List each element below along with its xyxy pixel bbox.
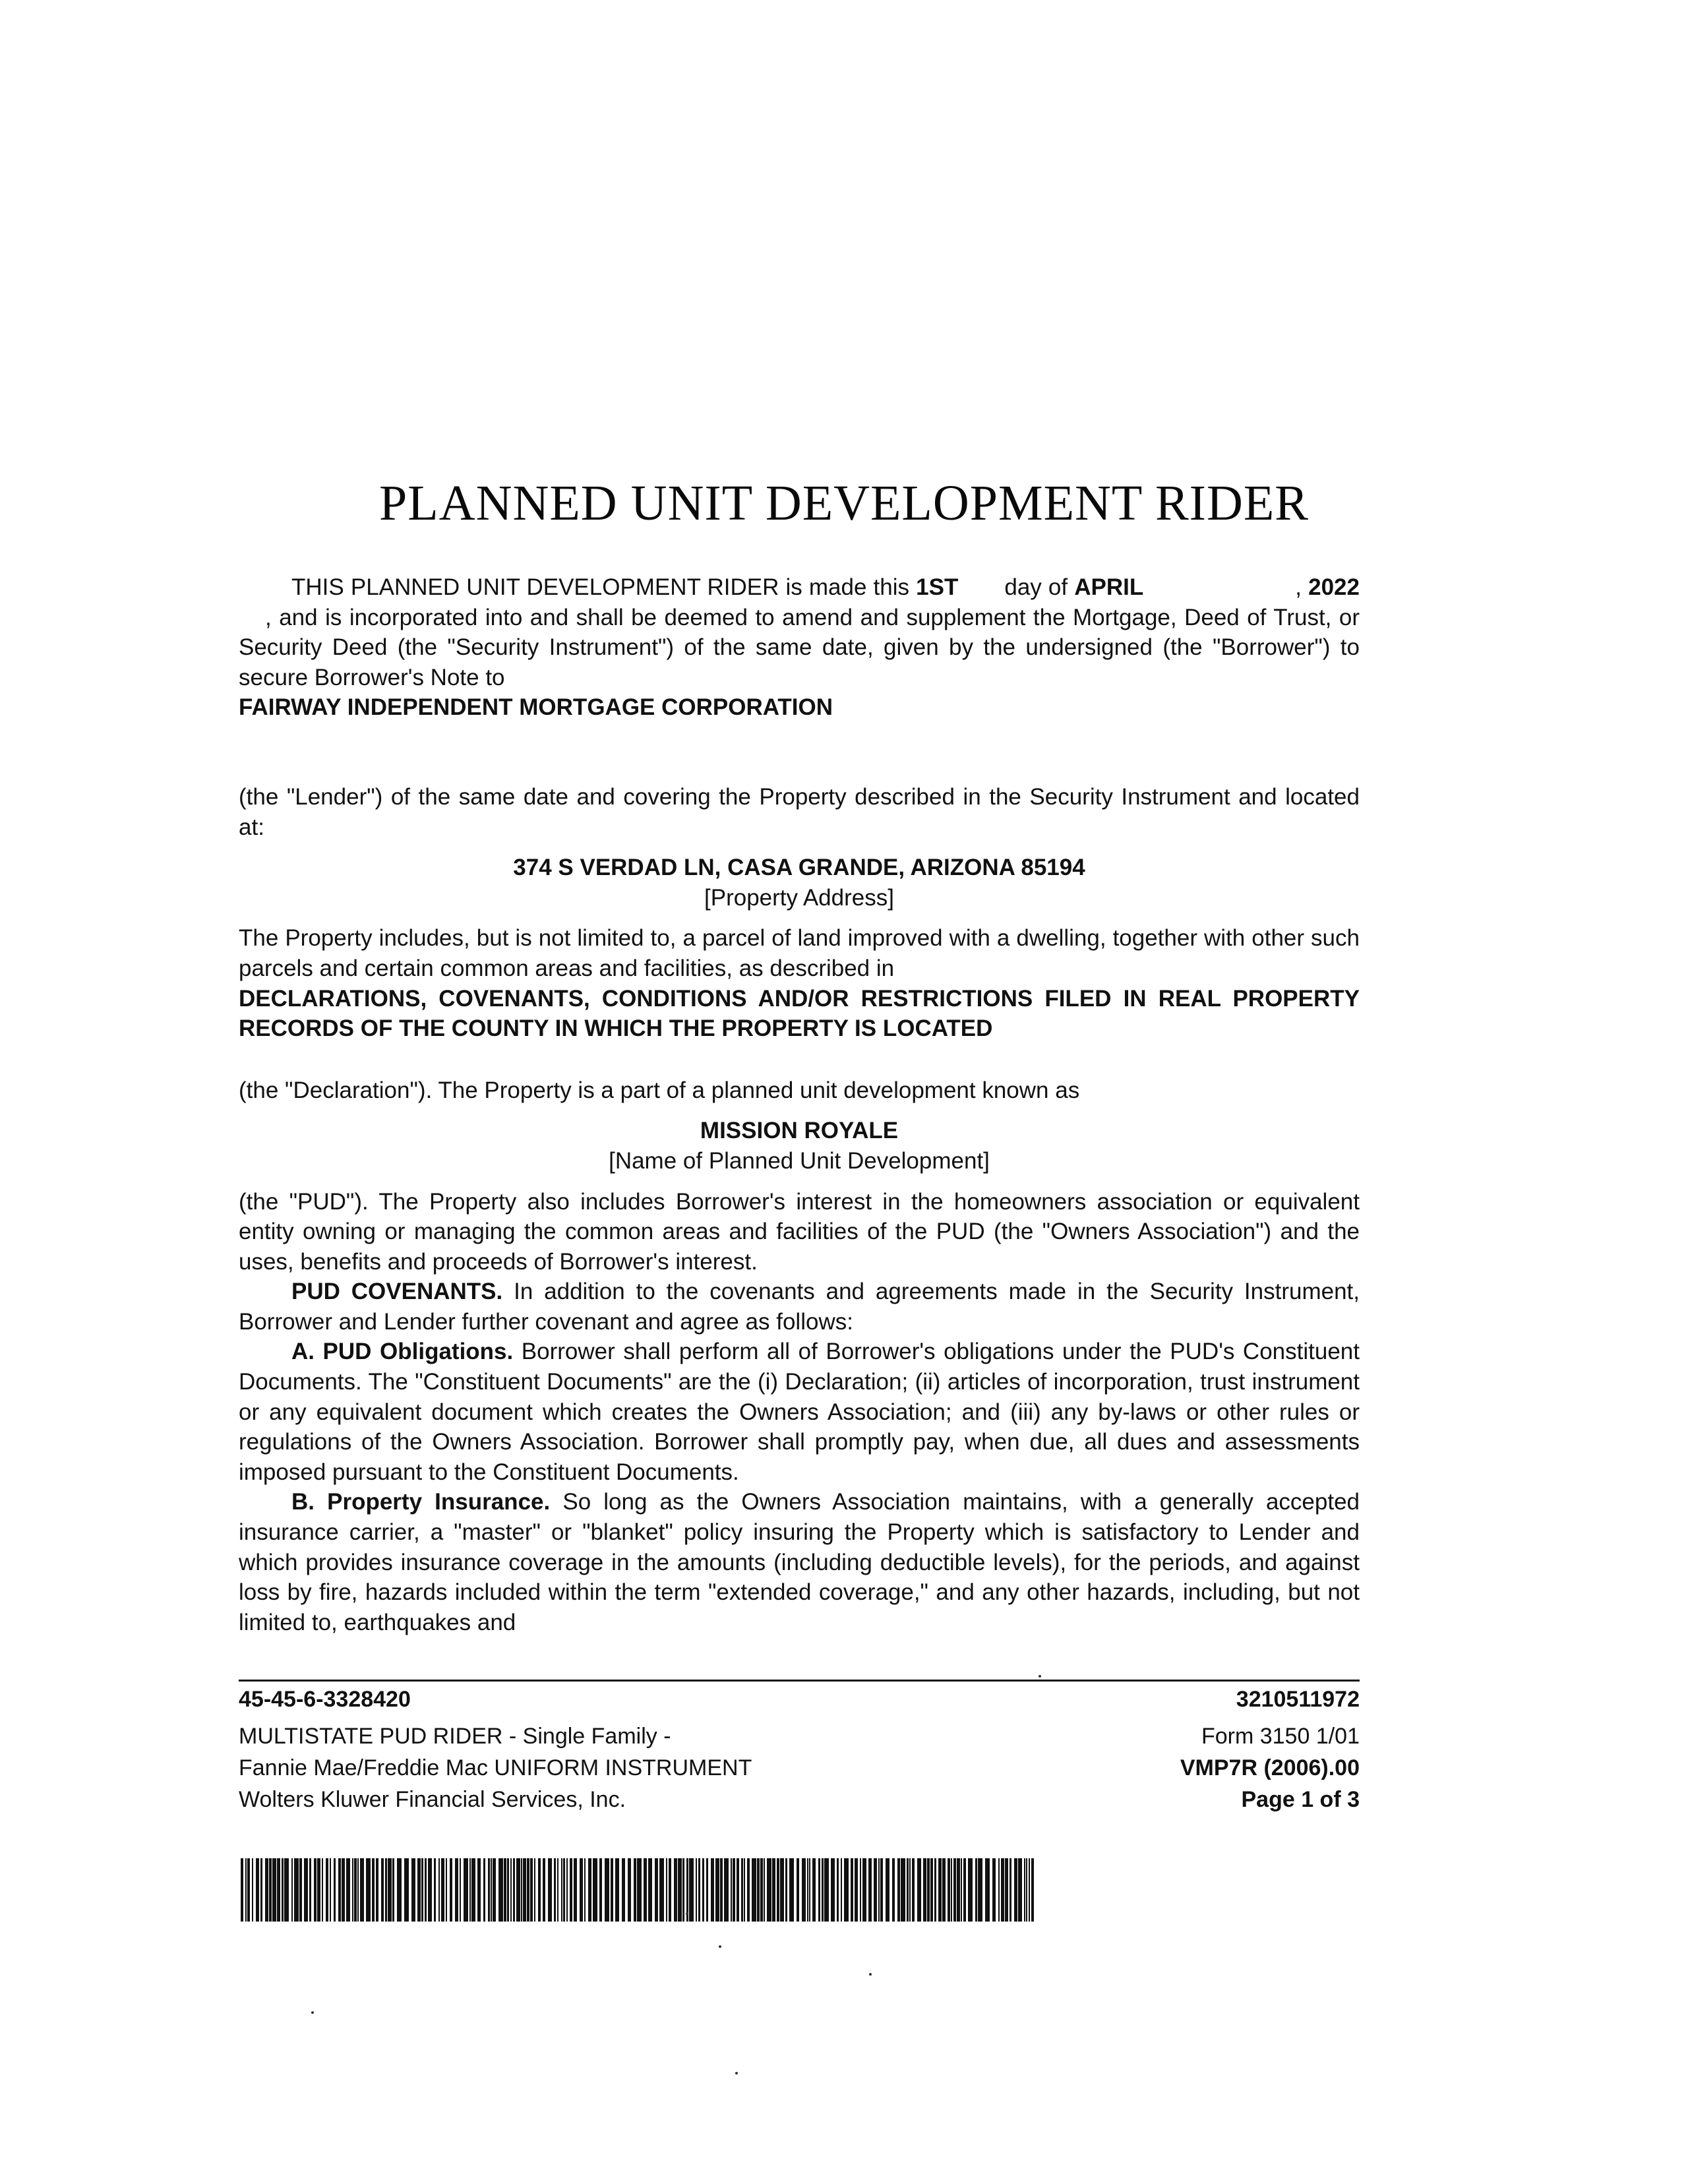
barcode-bar [951,1858,952,1922]
scan-speck [869,1973,872,1976]
barcode-bar [309,1858,311,1922]
form-description-line2: Fannie Mae/Freddie Mac UNIFORM INSTRUMENT [239,1755,752,1780]
barcode-bar [357,1858,359,1922]
document-body [239,572,1360,1637]
declaration-paragraph: (the "Declaration"). The Property is a part of a planned unit development known as [239,1077,1080,1103]
declaration-text: DECLARATIONS, COVENANTS, CONDITIONS AND/OR RESTRICTIONS FILED IN REAL PROPERTY RECORDS OF THE COUNTY IN WHICH THE PROPERTY IS LOCATED [239,985,1360,1042]
page-number: Page 1 of 3 [1241,1787,1360,1812]
barcode-bar [504,1858,506,1922]
barcode-bar [767,1858,771,1922]
barcode-bar [385,1858,387,1922]
barcode-bar [464,1858,468,1922]
barcode-bar [269,1858,272,1922]
barcode-bar [648,1858,652,1922]
barcode-bar [1010,1858,1011,1922]
barcode-bar [777,1858,779,1922]
barcode-bar [450,1858,452,1922]
barcode-bar [1014,1858,1017,1922]
barcode-bar [851,1858,853,1922]
barcode-bar [1024,1858,1025,1922]
barcode-bar [543,1858,545,1922]
barcode-bar [744,1858,745,1922]
barcode-bar [376,1858,378,1922]
barcode-bar [580,1858,583,1922]
barcode-bar [241,1858,243,1922]
barcode-bar [917,1858,921,1922]
rider-day: 1ST [916,574,959,600]
barcode-bar [737,1858,739,1922]
barcode-bar [421,1858,423,1922]
barcode-bar [516,1858,520,1922]
barcode-bar [584,1858,586,1922]
barcode-bar [411,1858,415,1922]
barcode-bar [354,1858,357,1922]
barcode-bar [256,1858,259,1922]
barcode-bar [491,1858,492,1922]
property-address-label: [Property Address] [704,884,894,911]
barcode-bar [570,1858,572,1922]
barcode-bar [711,1858,714,1922]
barcode-bar [731,1858,732,1922]
barcode-bar [715,1858,719,1922]
barcode-bar [948,1858,950,1922]
section-a-paragraph [239,1337,1360,1487]
barcode-bar [934,1858,936,1922]
barcode-bar [284,1858,289,1922]
barcode-bar [874,1858,877,1922]
barcode-bar [381,1858,384,1922]
barcode-bar [628,1858,631,1922]
intro-text: , and is incorporated into and shall be deemed to amend and supplement the Mortgage, Deed of Trust, or Security Deed (the "Security Instrument") of the same date, given by the undersigned (the "Borrower") to secure Borrower's Note to [239,604,1360,690]
barcode-bar [417,1858,421,1922]
barcode-bar [844,1858,849,1922]
barcode-bar [510,1858,512,1922]
barcode-bar [992,1858,996,1922]
covenants-paragraph [239,1277,1360,1337]
barcode-bar [837,1858,839,1922]
barcode-bar [392,1858,394,1922]
barcode-bar [483,1858,485,1922]
barcode-bar [538,1858,541,1922]
barcode-bar [897,1858,900,1922]
barcode-bar [878,1858,880,1922]
pud-name: MISSION ROYALE [700,1118,899,1144]
barcode-bar [912,1858,915,1922]
scan-speck [686,1912,688,1915]
section-b-paragraph [239,1487,1360,1637]
barcode-bar [942,1858,946,1922]
barcode-bar [291,1858,293,1922]
barcode-bar [733,1858,735,1922]
barcode-bar [724,1858,729,1922]
barcode-bar [975,1858,977,1922]
barcode-bar [764,1858,765,1922]
property-paragraph [239,923,1360,1043]
barcode-bar [807,1858,808,1922]
barcode-bar [696,1858,697,1922]
barcode-bar [886,1858,889,1922]
barcode-bar [561,1858,562,1922]
scan-speck [719,1945,721,1948]
barcode-bar [880,1858,883,1922]
barcode-bar [404,1858,409,1922]
barcode-bar [428,1858,432,1922]
barcode-bar [689,1858,694,1922]
barcode-image [241,1858,1039,1922]
covenants-text: In addition to the covenants and agreements made in the Security Instrument, Borrower and Lender further covenant and agree as follows: [239,1279,1360,1335]
barcode-bar [634,1858,636,1922]
barcode-bar [674,1858,677,1922]
barcode-bar [785,1858,787,1922]
scan-speck [1039,1675,1041,1678]
barcode-bar [521,1858,522,1922]
document-number: 3210511972 [1236,1687,1360,1712]
barcode-bar [534,1858,535,1922]
barcode-bar [901,1858,905,1922]
barcode-bar [938,1858,942,1922]
page-footer [239,1684,1360,1815]
barcode-bar [326,1858,328,1922]
barcode-bar [655,1858,658,1922]
barcode-bar [669,1858,671,1922]
barcode-bar [530,1858,533,1922]
barcode-bar [611,1858,613,1922]
barcode-bar [265,1858,268,1922]
barcode-bar [841,1858,842,1922]
form-publisher: Wolters Kluwer Financial Services, Inc. [239,1787,626,1812]
scan-speck [735,2072,738,2075]
barcode-bar [985,1858,990,1922]
barcode-bar [574,1858,577,1922]
footer-divider [239,1680,1360,1682]
barcode-bar [892,1858,895,1922]
section-a-text: Borrower shall perform all of Borrower's obligations under the PUD's Constituent Documents. The "Constituent Documents" are the (i) Declaration; (ii) articles of incorporation, trust instrument or any equivalent document which creates the Owners Association; and (iii) any by-laws or other rules or regulations of the Owners Association. Borrower shall promptly pay, when due, all dues and assessments imposed pursuant to the Constituent Documents. [239,1339,1360,1485]
barcode-bar [968,1858,973,1922]
scan-speck [311,2011,314,2014]
barcode-bar [605,1858,609,1922]
barcode-bar [360,1858,364,1922]
barcode-bar [963,1858,966,1922]
barcode-bar [346,1858,350,1922]
pud-name-label: [Name of Planned Unit Development] [609,1147,990,1174]
barcode-bar [507,1858,509,1922]
barcode-bar [455,1858,458,1922]
barcode-bar [644,1858,647,1922]
barcode-bar [588,1858,591,1922]
barcode-bar [388,1858,392,1922]
barcode-bar [961,1858,962,1922]
section-b-heading: B. Property Insurance. [291,1489,551,1515]
barcode-bar [477,1858,481,1922]
barcode-bar [460,1858,461,1922]
barcode-bar [272,1858,276,1922]
barcode-bar [513,1858,515,1922]
barcode-bar [493,1858,496,1922]
barcode-bar [342,1858,345,1922]
barcode-bar [441,1858,444,1922]
barcode-bar [252,1858,253,1922]
property-text: The Property includes, but is not limited to, a parcel of land improved with a dwelling, together with other such parcels and certain common areas and facilities, as described in [239,925,1360,981]
intro-text-a: THIS PLANNED UNIT DEVELOPMENT RIDER is made this [291,574,917,600]
barcode-bar [1005,1858,1008,1922]
barcode-bar [747,1858,750,1922]
barcode-bar [741,1858,743,1922]
section-b-text: So long as the Owners Association maintains, with a generally accepted insurance carrier, a "master" or "blanket" policy insuring the Property which is satisfactory to Lender and which provides insurance coverage in the amounts (including deductible levels), for the periods, and against loss by fire, hazards included within the term "extended coverage," and any other hazards, including, but not limited to, earthquakes and [239,1489,1360,1635]
barcode-bar [720,1858,723,1922]
barcode-bar [789,1858,794,1922]
barcode-bar [831,1858,835,1922]
barcode-bar [299,1858,302,1922]
barcode-bar [622,1858,625,1922]
barcode-bar [752,1858,756,1922]
barcode-bar [860,1858,861,1922]
barcode-bar [797,1858,799,1922]
form-number: Form 3150 1/01 [1201,1724,1360,1749]
barcode-bar [1029,1858,1030,1922]
barcode-bar [812,1858,816,1922]
barcode-bar [678,1858,682,1922]
intro-text-b: day of [1004,574,1075,600]
barcode-bar [593,1858,597,1922]
barcode-bar [1031,1858,1034,1922]
barcode-bar [1026,1858,1027,1922]
barcode-bar [488,1858,490,1922]
barcode-bar [1018,1858,1022,1922]
rider-month: APRIL [1074,574,1144,600]
pud-paragraph: (the "PUD"). The Property also includes Borrower's interest in the homeowners association or equivalent entity owning or managing the common areas and facilities of the PUD (the "Owners Association") and the uses, benefits and proceeds of Borrower's interest. [239,1188,1360,1275]
barcode-bar [397,1858,402,1922]
barcode-bar [434,1858,436,1922]
barcode-bar [523,1858,526,1922]
barcode-bar [469,1858,471,1922]
barcode-bar [527,1858,529,1922]
barcode-bar [698,1858,700,1922]
barcode-bar [615,1858,619,1922]
vmp-code: VMP7R (2006).00 [1180,1755,1360,1780]
barcode-bar [637,1858,642,1922]
barcode-bar [548,1858,552,1922]
barcode-bar [666,1858,667,1922]
barcode-bar [659,1858,664,1922]
barcode-bar [907,1858,909,1922]
barcode-bar [1001,1858,1004,1922]
barcode-bar [563,1858,565,1922]
barcode-bar [923,1858,926,1922]
barcode-bar [772,1858,775,1922]
barcode-bar [978,1858,982,1922]
barcode-bar [818,1858,820,1922]
barcode-bar [599,1858,602,1922]
barcode-bar [322,1858,323,1922]
barcode-bar [780,1858,784,1922]
barcode-bar [868,1858,872,1922]
barcode-bar [314,1858,316,1922]
barcode-bar [554,1858,556,1922]
barcode-bar [909,1858,911,1922]
covenants-heading: PUD COVENANTS. [291,1279,503,1305]
intro-comma: , [1295,574,1302,600]
lender-name: FAIRWAY INDEPENDENT MORTGAGE CORPORATION [239,694,833,721]
barcode-bar [372,1858,375,1922]
barcode-bar [277,1858,280,1922]
barcode-bar [338,1858,341,1922]
lender-paragraph: (the "Lender") of the same date and covering the Property described in the Security Instrument and located at: [239,783,1360,840]
barcode-bar [330,1858,331,1922]
barcode-bar [352,1858,353,1922]
barcode-bar [706,1858,708,1922]
barcode-bar [760,1858,763,1922]
rider-year: 2022 [1308,574,1360,600]
barcode-bar [425,1858,427,1922]
barcode-bar [930,1858,933,1922]
barcode-bar [247,1858,250,1922]
form-description-line1: MULTISTATE PUD RIDER - Single Family - [239,1724,671,1749]
barcode-bar [998,1858,1000,1922]
barcode-bar [366,1858,371,1922]
barcode-bar [802,1858,806,1922]
barcode-bar [855,1858,858,1922]
barcode-bar [317,1858,320,1922]
barcode-bar [260,1858,262,1922]
barcode-bar [245,1858,247,1922]
barcode-bar [438,1858,440,1922]
section-a-heading: A. PUD Obligations. [291,1339,514,1365]
barcode-bar [294,1858,299,1922]
barcode-bar [334,1858,336,1922]
loan-number: 45-45-6-3328420 [239,1687,411,1712]
barcode-bar [446,1858,447,1922]
barcode-bar [471,1858,475,1922]
barcode-bar [824,1858,829,1922]
barcode-bar [957,1858,960,1922]
barcode-bar [282,1858,284,1922]
intro-paragraph [239,572,1360,692]
barcode-bar [557,1858,558,1922]
barcode-bar [953,1858,956,1922]
barcode-bar [566,1858,568,1922]
barcode-bar [757,1858,760,1922]
barcode-bar [702,1858,704,1922]
property-address: 374 S VERDAD LN, CASA GRANDE, ARIZONA 85194 [513,855,1085,881]
page-title: PLANNED UNIT DEVELOPMENT RIDER [379,475,1309,531]
barcode-bar [822,1858,824,1922]
barcode-bar [682,1858,684,1922]
barcode-bar [498,1858,503,1922]
barcode-bar [809,1858,810,1922]
barcode-bar [862,1858,866,1922]
barcode-bar [304,1858,308,1922]
barcode-bar [927,1858,930,1922]
